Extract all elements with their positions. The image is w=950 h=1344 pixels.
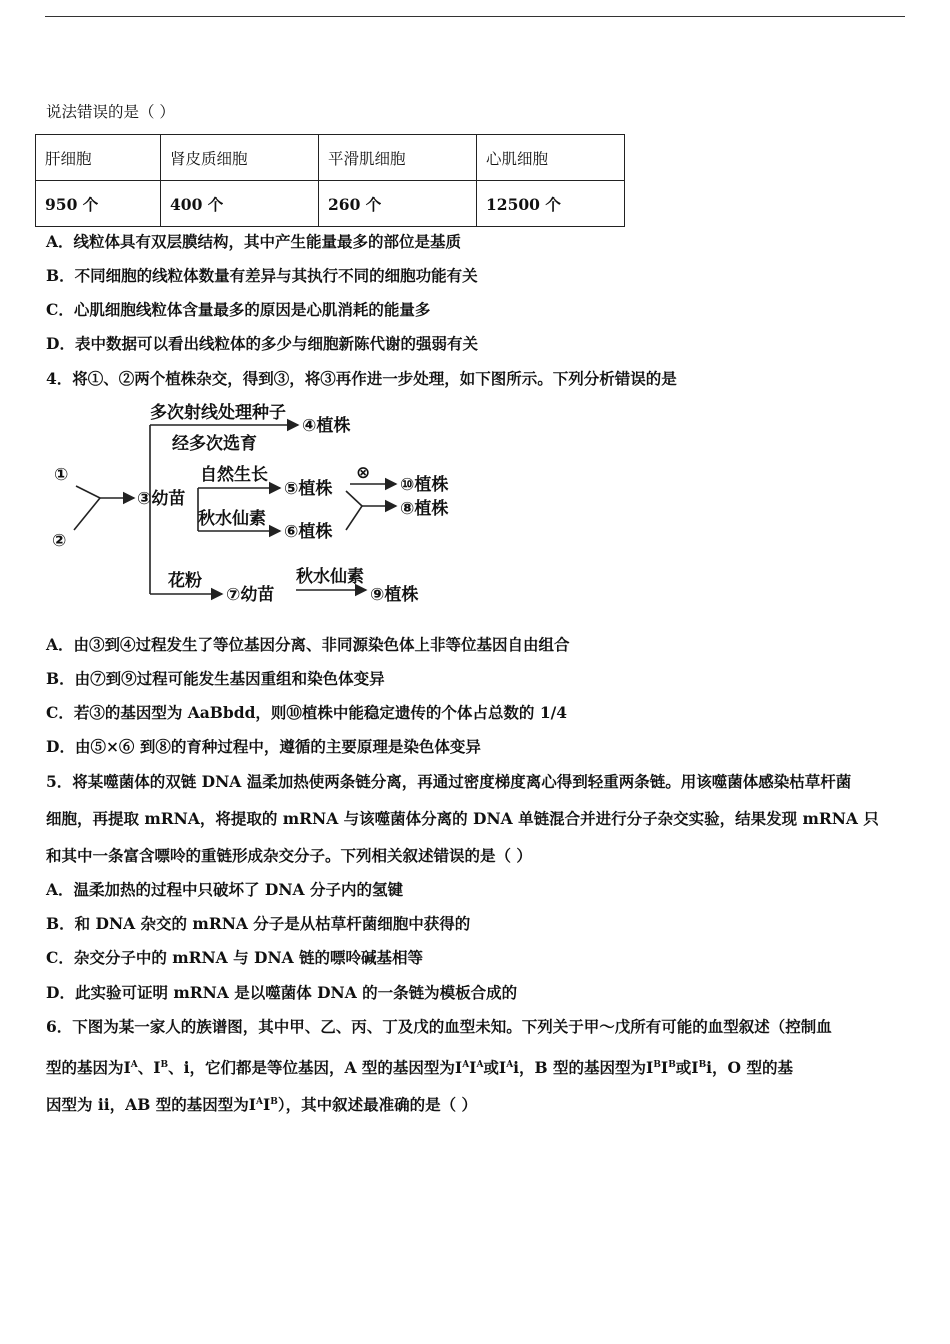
q4-option-a: A．由③到④过程发生了等位基因分离、非同源染色体上非等位基因自由组合 — [46, 635, 570, 654]
seedling3-label: ③幼苗 — [137, 489, 186, 509]
q4-option-c: C．若③的基因型为 AaBbdd，则⑩植株中能稳定遗传的个体占总数的 1/4 — [46, 703, 568, 722]
q3-option-a: A．线粒体具有双层膜结构，其中产生能量最多的部位是基质 — [46, 232, 462, 251]
parent1-line — [76, 486, 100, 498]
table-cell: 260 个 — [319, 181, 477, 227]
q4-option-d: D．由⑤×⑥ 到⑧的育种过程中，遵循的主要原理是染色体变异 — [46, 737, 481, 756]
cross56-line-b — [346, 506, 362, 530]
table-header-cell: 平滑肌细胞 — [319, 135, 477, 181]
pollen-label: 花粉 — [168, 571, 202, 591]
breeding-diagram — [40, 398, 480, 613]
table-header-cell: 肝细胞 — [36, 135, 161, 181]
mitochondria-table — [35, 134, 625, 227]
header-rule — [45, 16, 905, 17]
select-label: 经多次选育 — [172, 434, 257, 454]
plant6-label: ⑥植株 — [284, 522, 333, 542]
q5-option-c: C．杂交分子中的 mRNA 与 DNA 链的嘌呤碱基相等 — [46, 948, 424, 967]
table-row — [36, 181, 625, 227]
table-cell: 400 个 — [161, 181, 319, 227]
plant4-label: ④植株 — [302, 416, 351, 436]
q6-stem-line2: 型的基因为Ⅰ$^A$、Ⅰ$^B$、i，它们都是等位基因，A 型的基因型为Ⅰ$^A$Ⅰ$^A$或Ⅰ$^A$i，B 型的基因型为Ⅰ$^B$Ⅰ$^B$或Ⅰ$^B$i，O 型的基 — [46, 1058, 793, 1078]
parent2-line — [74, 498, 100, 530]
plant8-label: ⑧植株 — [400, 499, 449, 519]
colchicine-label-2: 秋水仙素 — [296, 567, 364, 587]
q6-stem-line1: 6．下图为某一家人的族谱图，其中甲、乙、丙、丁及戊的血型未知。下列关于甲～戊所有可能的血型叙述（控制血 — [46, 1017, 832, 1036]
colchicine-label-1: 秋水仙素 — [198, 509, 266, 529]
q5-option-b: B．和 DNA 杂交的 mRNA 分子是从枯草杆菌细胞中获得的 — [46, 914, 471, 933]
q3-option-b: B．不同细胞的线粒体数量有差异与其执行不同的细胞功能有关 — [46, 266, 478, 285]
self-cross-symbol: ⊗ — [356, 463, 371, 483]
q4-stem: 4．将①、②两个植株杂交，得到③，将③再作进一步处理，如下图所示。下列分析错误的是 — [46, 369, 677, 388]
q3-option-d: D．表中数据可以看出线粒体的多少与细胞新陈代谢的强弱有关 — [46, 334, 478, 353]
table-cell: 12500 个 — [477, 181, 625, 227]
parent1-label: ① — [54, 465, 69, 485]
q6-stem-line3: 因型为 ii，AB 型的基因型为Ⅰ$^A$Ⅰ$^B$），其中叙述最准确的是（ ） — [46, 1095, 477, 1115]
q5-stem-line1: 5．将某噬菌体的双链 DNA 温柔加热使两条链分离，再通过密度梯度离心得到轻重两条链。用该噬菌体感染枯草杆菌 — [46, 772, 852, 791]
plant5-label: ⑤植株 — [284, 479, 333, 499]
q3-option-c: C．心肌细胞线粒体含量最多的原因是心肌消耗的能量多 — [46, 300, 431, 319]
parent2-label: ② — [52, 531, 67, 551]
cross56-line-a — [346, 491, 362, 506]
q5-option-a: A．温柔加热的过程中只破坏了 DNA 分子内的氢键 — [46, 880, 403, 899]
table-row — [36, 135, 625, 181]
table-cell: 950 个 — [36, 181, 161, 227]
q5-stem-line3: 和其中一条富含嘌呤的重链形成杂交分子。下列相关叙述错误的是（ ） — [46, 846, 532, 865]
radiation-label: 多次射线处理种子 — [150, 403, 286, 423]
plant10-label: ⑩植株 — [400, 475, 449, 495]
table-header-cell: 肾皮质细胞 — [161, 135, 319, 181]
q3-stem-tail: 说法错误的是（ ） — [46, 103, 175, 121]
natural-growth-label: 自然生长 — [200, 465, 268, 485]
plant9-label: ⑨植株 — [370, 585, 419, 605]
q4-option-b: B．由⑦到⑨过程可能发生基因重组和染色体变异 — [46, 669, 385, 688]
q5-stem-line2: 细胞，再提取 mRNA，将提取的 mRNA 与该噬菌体分离的 DNA 单链混合并进行分子杂交实验，结果发现 mRNA 只 — [46, 809, 879, 828]
table-header-cell: 心肌细胞 — [477, 135, 625, 181]
seedling7-label: ⑦幼苗 — [226, 585, 275, 605]
q5-option-d: D．此实验可证明 mRNA 是以噬菌体 DNA 的一条链为模板合成的 — [46, 983, 518, 1002]
